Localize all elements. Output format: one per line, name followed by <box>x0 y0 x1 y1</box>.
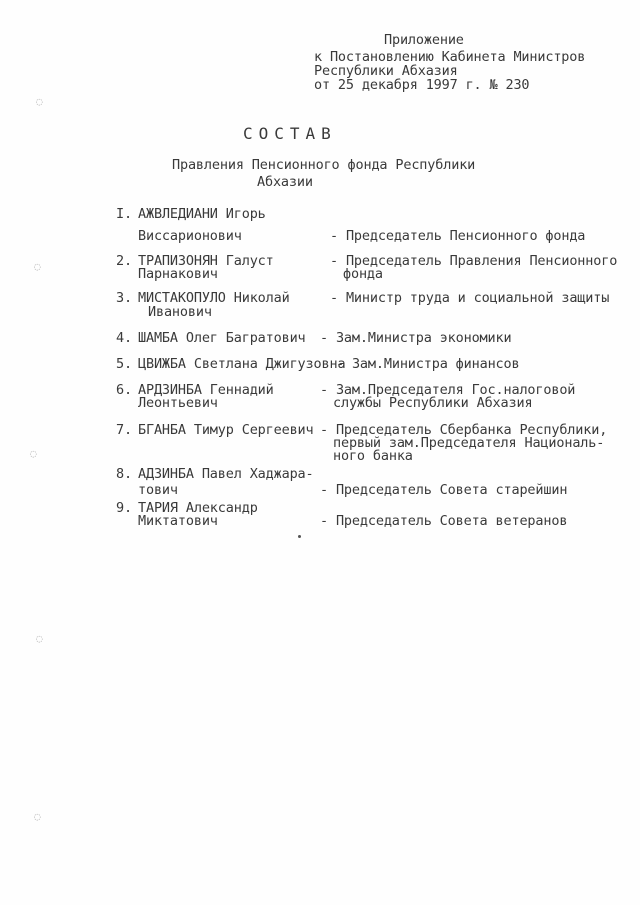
appendix-reference: к Постановлению Кабинета Министров <box>314 49 586 65</box>
member-name-cont: Леонтьевич <box>138 395 218 411</box>
document-subtitle-line2: Абхазии <box>257 174 313 190</box>
member-number: 4. <box>116 330 132 346</box>
member-name: БГАНБА Тимур Сергеевич <box>138 422 314 438</box>
member-number: 8. <box>116 466 132 482</box>
scan-speck: ◌ <box>34 260 41 273</box>
member-name-cont: Миктатович <box>138 513 218 529</box>
member-role-cont: службы Республики Абхазия <box>333 395 533 411</box>
ink-dot <box>298 535 301 538</box>
member-role-cont: фонда <box>343 266 383 282</box>
member-role: - Зам.Министра экономики <box>320 330 512 346</box>
member-role: - Председатель Совета ветеранов <box>320 513 568 529</box>
scan-speck: ◌ <box>36 632 43 645</box>
member-name: ТРАПИЗОНЯН Галуст <box>138 253 274 269</box>
member-name: ЦВИЖБА Светлана Джигузовна <box>138 356 346 372</box>
member-role-cont: первый зам.Председателя Националь- <box>333 435 605 451</box>
member-number: 7. <box>116 422 132 438</box>
member-number: 9. <box>116 500 132 516</box>
member-name: ШАМБА Олег Багратович <box>138 330 306 346</box>
appendix-republic: Республики Абхазия <box>314 63 458 79</box>
member-role: - Председатель Правления Пенсионного <box>330 253 618 269</box>
member-name-cont: Парнакович <box>138 266 218 282</box>
member-name-cont: Иванович <box>148 304 212 320</box>
member-role: - Председатель Сбербанка Республики, <box>320 422 608 438</box>
member-name: МИСТАКОПУЛО Николай <box>138 290 290 306</box>
member-number: 5. <box>116 356 132 372</box>
member-name-cont: тович <box>138 482 178 498</box>
appendix-title: Приложение <box>384 32 464 48</box>
member-role: - Министр труда и социальной защиты <box>330 290 610 306</box>
appendix-date-number: от 25 декабря 1997 г. № 230 <box>314 77 530 93</box>
scan-speck: ◌ <box>34 810 41 823</box>
member-name-cont: Виссарионович <box>138 228 242 244</box>
member-role: - Зам.Министра финансов <box>336 356 520 372</box>
member-number: 3. <box>116 290 132 306</box>
scan-speck: ◌ <box>30 447 37 460</box>
member-number: I. <box>116 206 132 222</box>
member-name: АЖВЛЕДИАНИ Игорь <box>138 206 266 222</box>
member-number: 2. <box>116 253 132 269</box>
document-subtitle-line1: Правления Пенсионного фонда Республики <box>172 157 476 173</box>
member-role: - Председатель Совета старейшин <box>320 482 568 498</box>
member-name: ТАРИЯ Александр <box>138 500 258 516</box>
member-number: 6. <box>116 382 132 398</box>
document-title: СОСТАВ <box>243 124 337 143</box>
member-name: АДЗИНБА Павел Хаджара- <box>138 466 314 482</box>
scan-speck: ◌ <box>36 95 43 108</box>
member-role: - Зам.Председателя Гос.налоговой <box>320 382 576 398</box>
member-name: АРДЗИНБА Геннадий <box>138 382 274 398</box>
member-role-cont: ного банка <box>333 448 413 464</box>
member-role: - Председатель Пенсионного фонда <box>330 228 586 244</box>
